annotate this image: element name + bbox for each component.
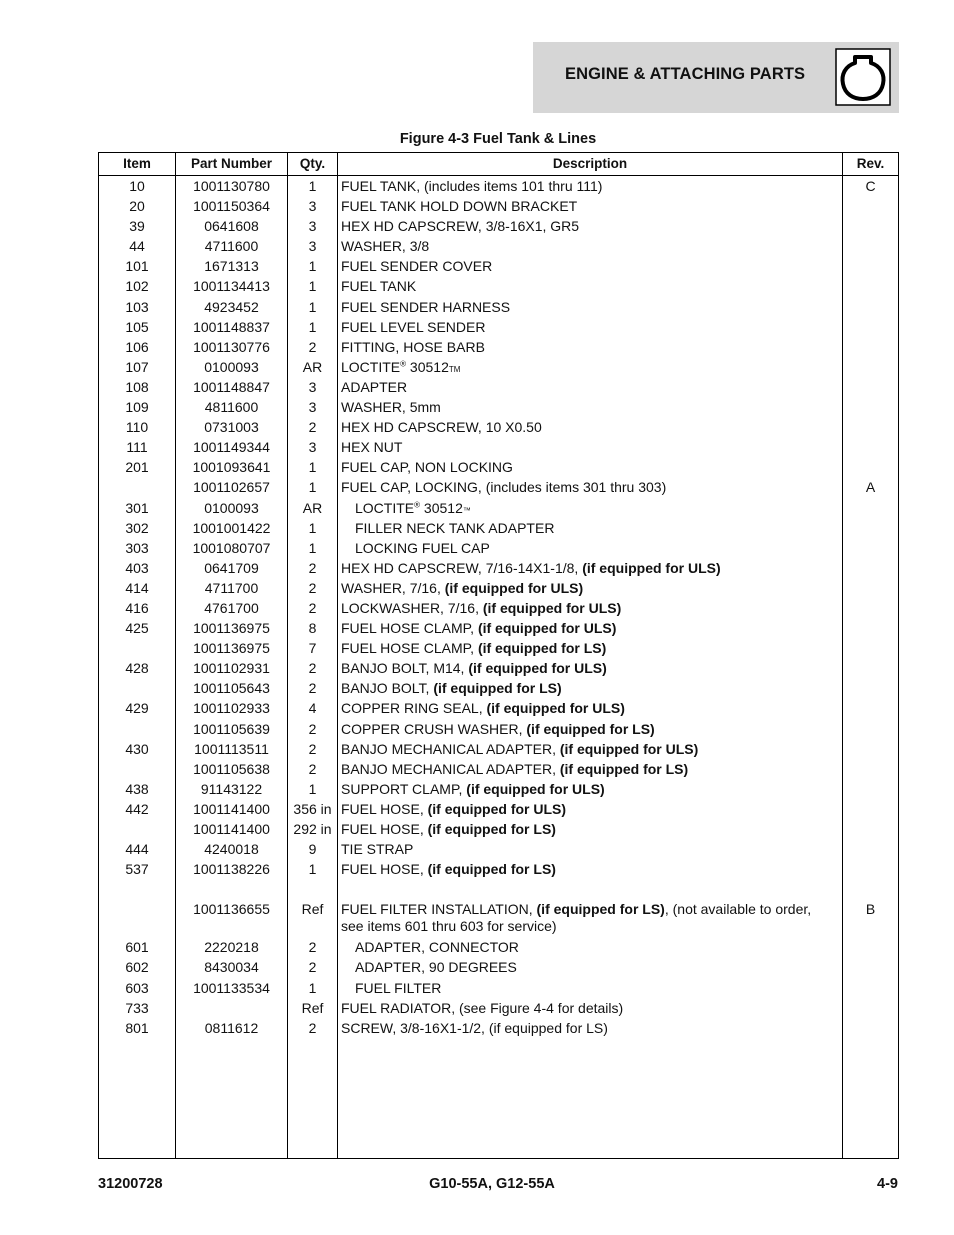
equipment-note: (if equipped for LS) — [559, 760, 689, 777]
table-row — [99, 517, 898, 537]
table-row — [99, 778, 898, 798]
qty-cell: 1 — [308, 459, 317, 476]
part-number-cell: 4711600 — [204, 238, 259, 255]
column-header-qty: Qty. — [299, 156, 326, 171]
equipment-note: (if equipped for ULS) — [582, 559, 721, 576]
item-cell: 106 — [125, 338, 149, 355]
item-cell: 416 — [125, 599, 149, 616]
table-row — [99, 356, 898, 376]
description-text: HEX HD CAPSCREW, 7/16-14X1-1/8, — [341, 559, 583, 576]
table-row — [99, 697, 898, 717]
table-row — [99, 557, 898, 577]
item-cell: 733 — [125, 999, 149, 1016]
part-number-cell: 1001149344 — [193, 439, 270, 456]
part-number-cell: 1001001422 — [192, 519, 271, 536]
column-header-description: Description — [552, 156, 628, 171]
description-cell — [341, 218, 841, 235]
description-text: BANJO BOLT, — [341, 680, 434, 697]
equipment-note: (if equipped for ULS) — [486, 700, 625, 717]
item-cell: 403 — [125, 559, 149, 576]
part-number-cell: 1001093641 — [192, 459, 271, 476]
qty-cell: 3 — [308, 238, 317, 255]
item-cell: 107 — [125, 358, 149, 375]
description-suffix: 30512 — [406, 358, 449, 375]
qty-cell: 1 — [308, 979, 317, 996]
description-cell — [341, 399, 841, 416]
part-number-cell: 2220218 — [204, 939, 259, 956]
qty-cell: 2 — [308, 720, 317, 737]
part-number-cell: 4761700 — [204, 599, 259, 616]
table-row — [99, 898, 898, 936]
qty-cell: 1 — [308, 258, 317, 275]
description-text: FUEL HOSE, — [341, 800, 428, 817]
item-cell: 801 — [125, 1019, 149, 1036]
part-number-cell: 1001080707 — [192, 539, 271, 556]
part-number-cell: 1001148847 — [193, 378, 270, 395]
description-text: FILLER NECK TANK ADAPTER — [355, 519, 555, 536]
part-number-cell: 91143122 — [200, 780, 263, 797]
qty-cell: AR — [302, 358, 323, 375]
rev-cell: C — [865, 178, 876, 194]
description-cell — [341, 339, 841, 356]
qty-cell: 2 — [308, 680, 317, 697]
qty-cell: 1 — [308, 178, 317, 194]
table-row — [99, 977, 898, 997]
qty-cell: 2 — [308, 579, 317, 596]
section-title: ENGINE & ATTACHING PARTS — [565, 65, 806, 83]
table-row — [99, 396, 898, 416]
qty-cell: 1 — [308, 298, 317, 315]
description-cell — [341, 319, 841, 336]
qty-cell: 2 — [308, 559, 317, 576]
item-cell: 39 — [129, 218, 145, 235]
qty-cell: 3 — [308, 198, 317, 215]
description-cell — [355, 980, 855, 997]
table-row — [99, 497, 898, 517]
qty-cell: 1 — [308, 780, 317, 797]
description-text: FUEL SENDER HARNESS — [341, 298, 511, 315]
item-cell: 444 — [125, 841, 149, 858]
qty-cell: AR — [302, 499, 323, 516]
item-cell: 429 — [125, 700, 149, 717]
table-row — [99, 456, 898, 476]
description-cell — [341, 198, 841, 215]
description-text: FUEL HOSE CLAMP, — [341, 620, 478, 637]
rev-cell: A — [865, 479, 876, 496]
table-row — [99, 336, 898, 356]
equipment-note: (if equipped for ULS) — [444, 579, 584, 596]
description-text: FUEL HOSE CLAMP, — [341, 640, 478, 657]
part-number-cell: 4240018 — [204, 841, 259, 858]
part-number-cell: 1001148837 — [193, 318, 270, 335]
description-cell — [341, 680, 841, 697]
description-cell — [341, 299, 841, 316]
part-number-cell: 1001150364 — [193, 198, 270, 215]
qty-cell: 2 — [308, 939, 317, 956]
footer-doc-number: 31200728 — [98, 1176, 163, 1192]
part-number-cell: 4923452 — [204, 298, 259, 315]
description-cell — [341, 620, 841, 637]
description-text: ADAPTER, 90 DEGREES — [355, 959, 517, 976]
description-text: TIE STRAP — [341, 841, 414, 858]
description-text: FUEL RADIATOR, (see Figure 4-4 for details) — [341, 999, 624, 1016]
description-cell — [355, 540, 855, 557]
description-cell — [355, 959, 855, 976]
item-cell: 302 — [125, 519, 149, 536]
qty-cell: 2 — [308, 1019, 317, 1036]
qty-cell: 2 — [308, 740, 317, 757]
description-text: FUEL CAP, LOCKING, (includes items 301 thru 303) — [341, 479, 667, 496]
item-cell: 601 — [125, 939, 149, 956]
table-row — [99, 798, 898, 818]
description-cell — [341, 560, 841, 577]
equipment-note: (if equipped for ULS) — [468, 660, 607, 677]
equipment-note: (if equipped for LS) — [433, 680, 562, 697]
qty-cell: 2 — [308, 599, 317, 616]
registered-mark: ® — [400, 359, 407, 369]
table-row — [99, 255, 898, 275]
table-row — [99, 657, 898, 677]
table-header — [99, 153, 898, 175]
description-cell — [341, 861, 841, 878]
description-cell — [341, 1020, 841, 1037]
item-cell: 425 — [125, 620, 149, 637]
equipment-note: (if equipped for ULS) — [477, 620, 617, 637]
table-row — [99, 577, 898, 597]
description-cell — [341, 741, 841, 758]
part-number-cell: 1001105643 — [193, 680, 270, 697]
part-number-cell: 0731003 — [204, 419, 259, 436]
description-cell — [341, 1000, 841, 1017]
part-number-cell: 1001105638 — [193, 760, 270, 777]
table-row — [99, 818, 898, 838]
description-suffix: , (not available to order, see items 601 thru 603 for service) — [341, 901, 812, 935]
description-text: SUPPORT CLAMP, — [341, 780, 467, 797]
part-number-cell: 4811600 — [204, 399, 259, 416]
description-text: BANJO MECHANICAL ADAPTER, — [341, 740, 560, 757]
equipment-note: (if equipped for LS) — [477, 640, 607, 657]
description-cell — [341, 640, 841, 657]
description-text: FUEL TANK HOLD DOWN BRACKET — [341, 198, 578, 215]
qty-cell: 2 — [308, 419, 317, 436]
qty-cell: 2 — [308, 660, 317, 677]
description-cell — [341, 258, 841, 275]
description-text: ADAPTER — [341, 378, 408, 395]
part-number-cell: 4711700 — [204, 579, 259, 596]
table-row — [99, 476, 898, 496]
qty-cell: 2 — [308, 338, 317, 355]
equipment-note: (if equipped for LS) — [526, 720, 655, 737]
part-number-cell: 0811612 — [204, 1019, 259, 1036]
trademark-mark: ™ — [462, 505, 471, 515]
description-text: FUEL CAP, NON LOCKING — [341, 459, 513, 476]
part-number-cell: 0641709 — [204, 559, 259, 576]
table-row — [99, 597, 898, 617]
item-cell: 438 — [125, 780, 149, 797]
part-number-cell: 1001134413 — [193, 278, 270, 295]
table-row — [99, 738, 898, 758]
description-text: WASHER, 7/16, — [341, 579, 445, 596]
table-row — [99, 436, 898, 456]
item-cell: 301 — [125, 499, 149, 516]
description-cell — [341, 781, 841, 798]
item-cell: 109 — [125, 399, 149, 416]
part-number-cell: 8430034 — [204, 959, 259, 976]
description-text: SCREW, 3/8-16X1-1/2, (if equipped for LS) — [341, 1019, 608, 1036]
description-text: BANJO BOLT, M14, — [341, 660, 469, 677]
engine-outline-icon — [835, 48, 891, 106]
item-cell: 111 — [126, 439, 148, 456]
part-number-cell: 1001102931 — [193, 660, 270, 677]
part-number-cell: 1001136975 — [193, 640, 270, 657]
table-row — [99, 195, 898, 215]
description-cell — [341, 178, 841, 195]
table-body — [99, 175, 898, 1037]
item-cell: 20 — [129, 198, 145, 215]
part-number-cell: 1671313 — [204, 258, 259, 275]
qty-cell: 1 — [308, 519, 317, 536]
table-row — [99, 296, 898, 316]
equipment-note: (if equipped for ULS) — [482, 599, 622, 616]
item-cell: 201 — [125, 459, 149, 476]
description-cell — [341, 439, 841, 456]
part-number-cell: 1001102657 — [193, 479, 270, 496]
table-row — [99, 838, 898, 858]
table-row — [99, 617, 898, 637]
description-suffix: 30512 — [420, 499, 463, 516]
table-row — [99, 997, 898, 1017]
table-row — [99, 637, 898, 657]
item-cell: 103 — [125, 298, 149, 315]
equipment-note: (if equipped for ULS) — [559, 740, 699, 757]
part-number-cell: 1001136975 — [193, 620, 270, 637]
table-row — [99, 376, 898, 396]
table-row — [99, 235, 898, 255]
table-row — [99, 956, 898, 976]
description-cell — [341, 821, 841, 838]
equipment-note: (if equipped for ULS) — [466, 780, 605, 797]
section-header — [533, 42, 899, 113]
item-cell: 428 — [125, 660, 149, 677]
description-text: LOCKWASHER, 7/16, — [341, 599, 483, 616]
description-text: BANJO MECHANICAL ADAPTER, — [341, 760, 560, 777]
part-number-cell: 1001136655 — [193, 901, 270, 918]
qty-cell: 2 — [308, 959, 317, 976]
rev-cell: B — [865, 901, 876, 918]
table-row — [99, 215, 898, 235]
qty-cell: Ref — [301, 999, 324, 1016]
qty-cell: 8 — [308, 620, 317, 637]
description-cell — [341, 901, 831, 935]
description-text: HEX HD CAPSCREW, 3/8-16X1, GR5 — [341, 218, 580, 235]
equipment-note: (if equipped for ULS) — [427, 800, 567, 817]
qty-cell: 3 — [308, 399, 317, 416]
qty-cell: 292 in — [293, 821, 332, 837]
item-cell: 108 — [125, 378, 149, 395]
registered-mark: ® — [414, 499, 421, 509]
qty-cell: 1 — [308, 479, 317, 496]
item-cell: 101 — [125, 258, 149, 275]
description-text: WASHER, 3/8 — [341, 238, 430, 255]
description-cell — [355, 520, 855, 537]
item-cell: 430 — [125, 740, 149, 757]
table-row — [99, 936, 898, 956]
description-text: FUEL FILTER — [355, 979, 442, 996]
description-cell — [341, 379, 841, 396]
part-number-cell: 1001130780 — [193, 178, 270, 194]
description-cell — [341, 700, 841, 717]
part-number-cell: 1001130776 — [193, 338, 270, 355]
description-cell — [341, 580, 841, 597]
description-cell — [341, 761, 841, 778]
part-number-cell: 1001102933 — [193, 700, 270, 717]
description-text: FUEL HOSE, — [341, 861, 428, 878]
table-row — [99, 175, 898, 195]
parts-table — [98, 152, 899, 1159]
description-cell — [341, 419, 841, 436]
equipment-note: (if equipped for LS) — [427, 861, 556, 878]
item-cell: 537 — [125, 861, 149, 878]
item-cell: 602 — [125, 959, 149, 976]
part-number-cell: 1001141400 — [193, 821, 270, 837]
description-cell — [341, 801, 841, 818]
description-text: HEX NUT — [341, 439, 403, 456]
qty-cell: 3 — [308, 378, 317, 395]
description-cell — [341, 479, 841, 496]
table-row — [99, 677, 898, 697]
description-text: FUEL HOSE, — [341, 821, 428, 837]
part-number-cell: 1001105639 — [193, 720, 270, 737]
footer-model: G10-55A, G12-55A — [429, 1176, 555, 1192]
part-number-cell: 1001113511 — [194, 740, 269, 757]
column-header-rev: Rev. — [856, 156, 885, 171]
table-row — [99, 858, 898, 878]
description-text: FUEL FILTER INSTALLATION, — [341, 901, 537, 918]
description-text: FUEL LEVEL SENDER — [341, 318, 486, 335]
description-text: FUEL TANK — [341, 278, 417, 295]
description-text: FUEL SENDER COVER — [341, 258, 493, 275]
description-text: COPPER RING SEAL, — [341, 700, 487, 717]
qty-cell: 9 — [308, 841, 317, 858]
part-number-cell: 1001141400 — [193, 800, 270, 817]
qty-cell: 3 — [308, 439, 317, 456]
equipment-note: (if equipped for LS) — [427, 821, 556, 837]
description-text: LOCKING FUEL CAP — [355, 539, 490, 556]
part-number-cell: 1001133534 — [193, 979, 270, 996]
item-cell: 303 — [125, 539, 149, 556]
description-text: WASHER, 5mm — [341, 399, 441, 416]
column-header-item: Item — [123, 156, 151, 171]
description-cell — [341, 459, 841, 476]
description-cell — [341, 841, 841, 858]
description-text: LOCTITE — [355, 499, 415, 516]
item-cell: 102 — [125, 278, 149, 295]
qty-cell: 2 — [308, 760, 317, 777]
table-row — [99, 316, 898, 336]
item-cell: 105 — [125, 318, 149, 335]
description-text: FITTING, HOSE BARB — [341, 338, 485, 355]
part-number-cell: 0641608 — [204, 218, 259, 235]
part-number-cell: 0100093 — [204, 358, 259, 375]
figure-title: Figure 4-3 Fuel Tank & Lines — [399, 131, 597, 147]
trademark-mark: TM — [448, 364, 461, 374]
qty-cell: 4 — [308, 700, 317, 717]
qty-cell: 1 — [308, 318, 317, 335]
table-row — [99, 275, 898, 295]
item-cell: 603 — [125, 979, 149, 996]
description-text: LOCTITE — [341, 358, 401, 375]
qty-cell: 356 in — [293, 800, 332, 817]
qty-cell: 1 — [308, 861, 317, 878]
description-text: COPPER CRUSH WASHER, — [341, 720, 527, 737]
table-spacer-row — [99, 878, 898, 898]
part-number-cell: 1001138226 — [193, 861, 270, 878]
item-cell: 10 — [129, 178, 145, 194]
description-cell — [341, 660, 841, 677]
part-number-cell: 0100093 — [204, 499, 259, 516]
qty-cell: 7 — [308, 640, 317, 657]
table-row — [99, 758, 898, 778]
column-header-part-number: Part Number — [190, 156, 273, 171]
footer-page-number: 4-9 — [877, 1176, 898, 1192]
item-cell: 110 — [125, 419, 149, 436]
description-cell — [355, 939, 855, 956]
table-row — [99, 537, 898, 557]
description-cell — [341, 600, 841, 617]
description-cell — [341, 238, 841, 255]
description-cell — [341, 721, 841, 738]
table-row — [99, 416, 898, 436]
qty-cell: 1 — [308, 278, 317, 295]
qty-cell: 3 — [308, 218, 317, 235]
qty-cell: Ref — [301, 901, 324, 918]
description-text: ADAPTER, CONNECTOR — [355, 939, 519, 956]
description-text: FUEL TANK, (includes items 101 thru 111) — [341, 178, 603, 194]
item-cell: 414 — [125, 579, 149, 596]
equipment-note: (if equipped for LS) — [536, 901, 665, 918]
item-cell: 442 — [125, 800, 149, 817]
item-cell: 44 — [129, 238, 145, 255]
table-row — [99, 1017, 898, 1037]
qty-cell: 1 — [308, 539, 317, 556]
table-row — [99, 718, 898, 738]
description-cell — [341, 278, 841, 295]
description-text: HEX HD CAPSCREW, 10 X0.50 — [341, 419, 542, 436]
